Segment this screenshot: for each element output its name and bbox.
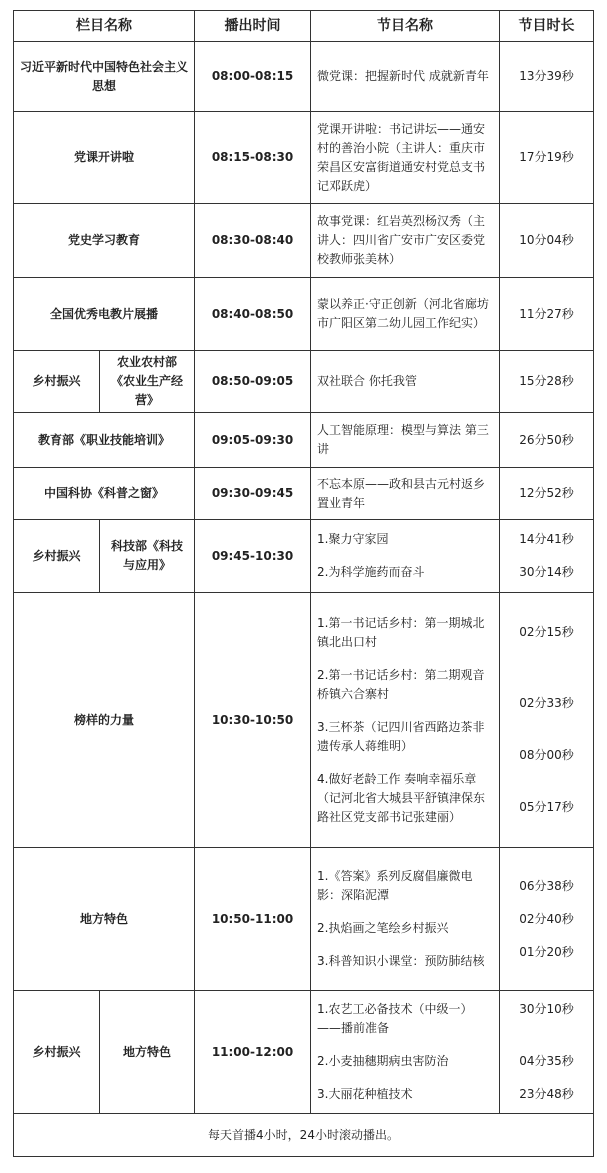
table-row	[14, 520, 594, 593]
program-title: 双社联合 你托我管	[311, 351, 500, 413]
program-title: 1.《答案》系列反腐倡廉微电影：深陷泥潭	[317, 869, 473, 902]
sub-column-name: 农业农村部《农业生产经营》	[100, 351, 195, 413]
column-name: 党史学习教育	[14, 204, 195, 278]
sub-column-name: 地方特色	[100, 991, 195, 1114]
program-title: 1.第一书记话乡村：第一期城北镇北出口村	[317, 615, 485, 649]
program-duration: 13分39秒	[500, 42, 594, 112]
air-time: 09:05-09:30	[195, 413, 311, 468]
table-row	[14, 112, 594, 204]
program-duration: 14分41秒	[519, 532, 574, 546]
program-title: 人工智能原理：模型与算法 第三讲	[311, 413, 500, 468]
program-list	[311, 848, 500, 991]
column-name: 教育部《职业技能培训》	[14, 413, 195, 468]
column-name: 榜样的力量	[14, 593, 195, 848]
air-time: 11:00-12:00	[195, 991, 311, 1114]
air-time: 08:40-08:50	[195, 278, 311, 351]
table-row	[14, 991, 594, 1114]
air-time: 09:30-09:45	[195, 468, 311, 520]
program-title: 党课开讲啦：书记讲坛——通安村的善治小院（主讲人：重庆市荣昌区安富街道通安村党总支书记邓跃虎）	[311, 112, 500, 204]
program-duration: 06分38秒	[519, 878, 574, 893]
duration-list	[500, 991, 594, 1114]
air-time: 10:50-11:00	[195, 848, 311, 991]
column-name: 习近平新时代中国特色社会主义思想	[14, 42, 195, 112]
program-list	[311, 593, 500, 848]
column-name: 乡村振兴	[14, 520, 100, 593]
program-duration: 26分50秒	[500, 413, 594, 468]
program-duration: 10分04秒	[500, 204, 594, 278]
program-duration: 08分00秒	[519, 748, 574, 762]
program-duration: 04分35秒	[519, 1054, 574, 1068]
schedule-table	[13, 10, 594, 1157]
column-name: 地方特色	[14, 848, 195, 991]
program-title: 3.科普知识小课堂：预防肺结核	[317, 954, 485, 968]
table-row	[14, 278, 594, 351]
program-title: 不忘本原——政和县古元村返乡置业青年	[311, 468, 500, 520]
air-time: 09:45-10:30	[195, 520, 311, 593]
program-duration: 30分10秒	[519, 1002, 574, 1016]
program-duration: 17分19秒	[500, 112, 594, 204]
program-duration: 11分27秒	[500, 278, 594, 351]
air-time: 08:00-08:15	[195, 42, 311, 112]
air-time: 08:15-08:30	[195, 112, 311, 204]
program-title: 4.做好老龄工作 奏响幸福乐章（记河北省大城县平舒镇津保东路社区党支部书记张建丽）	[317, 771, 486, 824]
program-duration: 23分48秒	[519, 1087, 574, 1101]
duration-list	[500, 848, 594, 991]
duration-list	[500, 520, 594, 593]
program-title: 蒙以养正·守正创新（河北省廊坊市广阳区第二幼儿园工作纪实）	[311, 278, 500, 351]
column-name: 全国优秀电教片展播	[14, 278, 195, 351]
table-row	[14, 593, 594, 848]
program-title: 1.聚力守家园	[317, 532, 389, 546]
program-title: 2.为科学施药而奋斗	[317, 565, 425, 579]
program-duration: 02分33秒	[519, 696, 574, 710]
program-duration: 01分20秒	[519, 944, 574, 959]
program-list	[311, 520, 500, 593]
table-row	[14, 204, 594, 278]
air-time: 08:50-09:05	[195, 351, 311, 413]
program-title: 2.执焰画之笔绘乡村振兴	[317, 921, 449, 935]
header-duration: 节目时长	[500, 11, 594, 42]
air-time: 08:30-08:40	[195, 204, 311, 278]
column-name: 党课开讲啦	[14, 112, 195, 204]
table-row	[14, 413, 594, 468]
program-title: 1.农艺工必备技术（中级一）——播前准备	[317, 1002, 473, 1035]
header-time: 播出时间	[195, 11, 311, 42]
table-row	[14, 848, 594, 991]
column-name: 中国科协《科普之窗》	[14, 468, 195, 520]
program-duration: 05分17秒	[519, 800, 574, 814]
program-title: 微党课：把握新时代 成就新青年	[311, 42, 500, 112]
header-row	[14, 11, 594, 42]
program-duration: 15分28秒	[500, 351, 594, 413]
table-row	[14, 42, 594, 112]
program-title: 故事党课：红岩英烈杨汉秀（主讲人：四川省广安市广安区委党校教师张美林）	[311, 204, 500, 278]
footer-note: 每天首播4小时，24小时滚动播出。	[14, 1114, 594, 1157]
program-duration: 12分52秒	[500, 468, 594, 520]
program-title: 2.小麦抽穗期病虫害防治	[317, 1054, 449, 1068]
program-duration: 02分15秒	[519, 625, 574, 639]
table-row	[14, 351, 594, 413]
sub-column-name: 科技部《科技与应用》	[100, 520, 195, 593]
table-row	[14, 468, 594, 520]
column-name: 乡村振兴	[14, 351, 100, 413]
program-list	[311, 991, 500, 1114]
header-column: 栏目名称	[14, 11, 195, 42]
footer-row	[14, 1114, 594, 1157]
program-duration: 30分14秒	[519, 565, 574, 579]
duration-list	[500, 593, 594, 848]
program-title: 2.第一书记话乡村：第二期观音桥镇六合寨村	[317, 667, 485, 701]
program-duration: 02分40秒	[519, 911, 574, 926]
column-name: 乡村振兴	[14, 991, 100, 1114]
header-program: 节目名称	[311, 11, 500, 42]
program-title: 3.三杯茶（记四川省西路边茶非遗传承人蒋维明）	[317, 719, 485, 753]
air-time: 10:30-10:50	[195, 593, 311, 848]
program-title: 3.大丽花种植技术	[317, 1087, 413, 1101]
